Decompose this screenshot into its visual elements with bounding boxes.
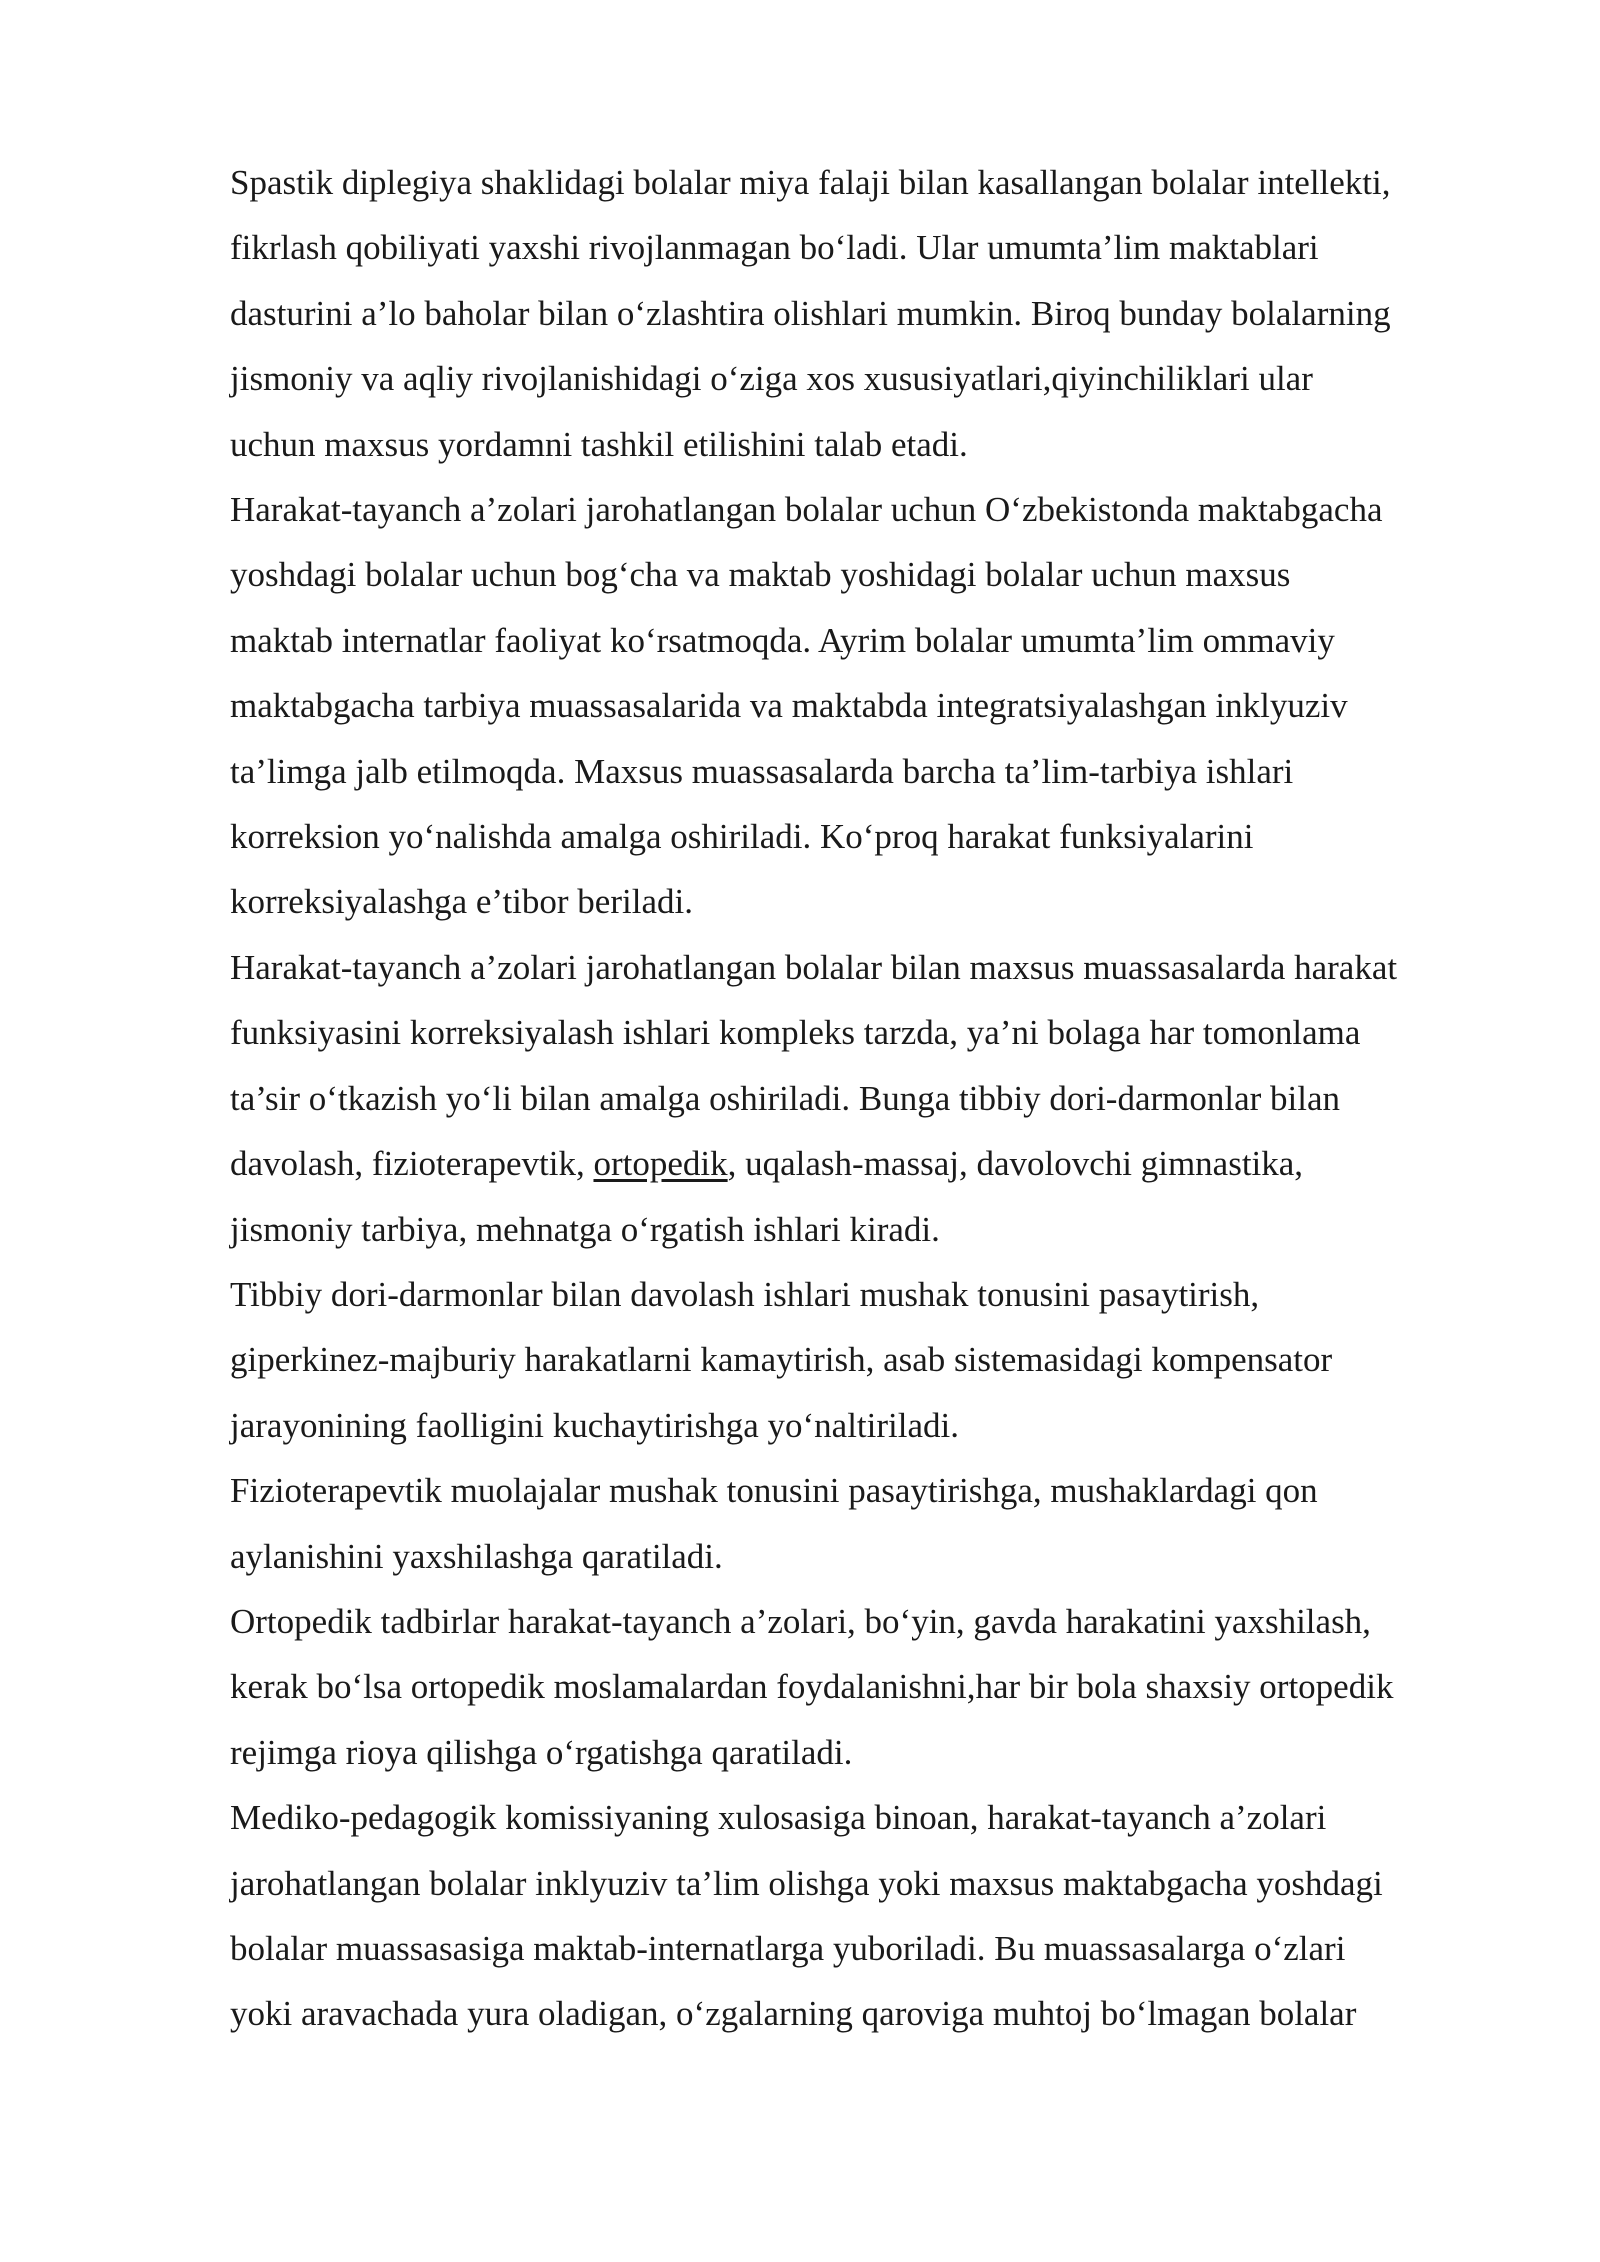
text-line: jarayonining faolligini kuchaytirishga yoʻnaltiriladi.	[230, 1405, 959, 1445]
text-line: jismoniy tarbiya, mehnatga oʻrgatish ishlari kiradi.	[230, 1209, 940, 1249]
text-line-with-link	[230, 1131, 1510, 1196]
text-line: fikrlash qobiliyati yaxshi rivojlanmagan boʻladi. Ular umumta’lim maktablari	[230, 228, 1319, 268]
text-line: korreksion yoʻnalishda amalga oshiriladi. Koʻproq harakat funksiyalarini	[230, 817, 1254, 857]
ortopedik-link[interactable]: ortopedik	[593, 1144, 728, 1184]
text-line: Harakat-tayanch a’zolari jarohatlangan bolalar bilan maxsus muassasalarda harakat	[230, 947, 1398, 987]
text-line: ta’sir oʻtkazish yoʻli bilan amalga oshiriladi. Bunga tibbiy dori-darmonlar bilan	[230, 1078, 1341, 1118]
text-segment: davolash, fizioterapevtik,	[230, 1144, 594, 1184]
body-text	[230, 150, 1510, 2047]
text-line: uchun maxsus yordamni tashkil etilishini talab etadi.	[230, 424, 968, 464]
text-line: maktab internatlar faoliyat koʻrsatmoqda. Ayrim bolalar umumta’lim ommaviy	[230, 620, 1335, 660]
text-line: bolalar muassasasiga maktab-internatlarga yuboriladi. Bu muassasalarga oʻzlari	[230, 1928, 1346, 1968]
text-line: aylanishini yaxshilashga qaratiladi.	[230, 1536, 723, 1576]
text-line: kerak boʻlsa ortopedik moslamalardan foydalanishni,har bir bola shaxsiy ortopedik	[230, 1667, 1394, 1707]
text-line: jismoniy va aqliy rivojlanishidagi oʻziga xos xususiyatlari,qiyinchiliklari ular	[230, 359, 1313, 399]
text-line: yoshdagi bolalar uchun bogʻcha va maktab yoshidagi bolalar uchun maxsus	[230, 555, 1291, 595]
text-line: Harakat-tayanch a’zolari jarohatlangan bolalar uchun Oʻzbekistonda maktabgacha	[230, 490, 1383, 530]
text-line: giperkinez-majburiy harakatlarni kamaytirish, asab sistemasidagi kompensator	[230, 1340, 1333, 1380]
text-line: dasturini a’lo baholar bilan oʻzlashtira olishlari mumkin. Biroq bunday bolalarning	[230, 293, 1391, 333]
text-line: Ortopedik tadbirlar harakat-tayanch a’zolari, boʻyin, gavda harakatini yaxshilash,	[230, 1601, 1371, 1641]
text-line: Tibbiy dori-darmonlar bilan davolash ishlari mushak tonusini pasaytirish,	[230, 1274, 1260, 1314]
text-line: jarohatlangan bolalar inklyuziv ta’lim olishga yoki maxsus maktabgacha yoshdagi	[230, 1863, 1383, 1903]
text-line: Mediko-pedagogik komissiyaning xulosasiga binoan, harakat-tayanch a’zolari	[230, 1798, 1327, 1838]
text-line: Fizioterapevtik muolajalar mushak tonusini pasaytirishga, mushaklardagi qon	[230, 1471, 1318, 1511]
text-line: yoki aravachada yura oladigan, oʻzgalarning qaroviga muhtoj boʻlmagan bolalar	[230, 1994, 1357, 2034]
text-line: rejimga rioya qilishga oʻrgatishga qaratiladi.	[230, 1732, 853, 1772]
text-line: Spastik diplegiya shaklidagi bolalar miya falaji bilan kasallangan bolalar intellekti,	[230, 163, 1391, 202]
text-line: funksiyasini korreksiyalash ishlari kompleks tarzda, ya’ni bolaga har tomonlama	[230, 1013, 1361, 1053]
text-segment: , uqalash-massaj, davolovchi gimnastika,	[727, 1144, 1304, 1184]
text-line: maktabgacha tarbiya muassasalarida va maktabda integratsiyalashgan inklyuziv	[230, 686, 1348, 726]
text-line: korreksiyalashga e’tibor beriladi.	[230, 882, 693, 922]
text-line: ta’limga jalb etilmoqda. Maxsus muassasalarda barcha ta’lim-tarbiya ishlari	[230, 751, 1294, 791]
